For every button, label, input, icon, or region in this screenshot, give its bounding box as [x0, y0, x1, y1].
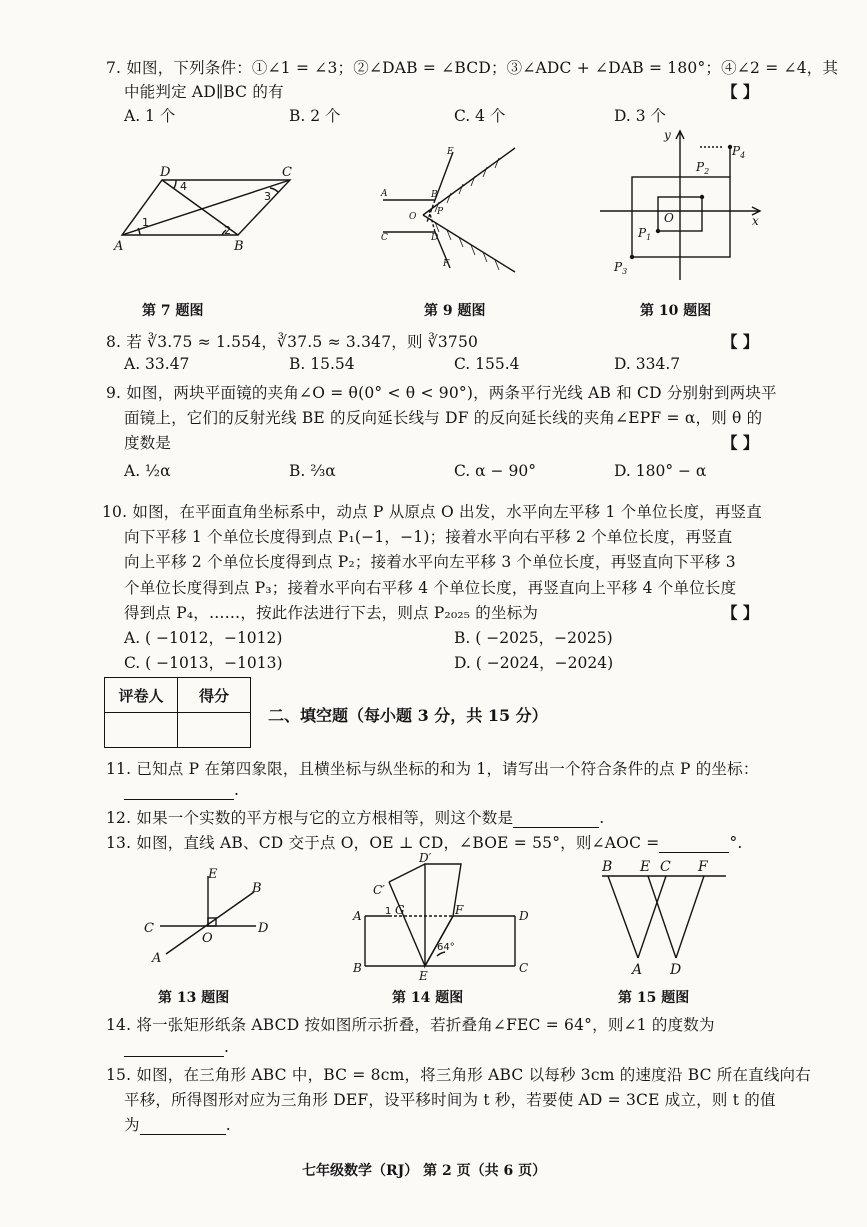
fig7-angle-1: 1 — [142, 216, 149, 229]
fig14-caption: 第 14 题图 — [392, 990, 464, 1006]
q10-option-a: A. ( −1012，−1012) — [124, 629, 283, 647]
q11-line1: 11. 已知点 P 在第四象限，且横坐标与纵坐标的和为 1，请写出一个符合条件的点 P 的坐标： — [106, 760, 759, 778]
q10-line4: 个单位长度得到点 P₃；接着水平向右平移 4 个单位长度，再竖直向上平移 4 个单位长度 — [124, 579, 737, 597]
fig7-label-b: B — [234, 239, 244, 254]
fig14-label-d-prime: D′ — [419, 851, 432, 865]
fig10-label-p2: $P_2$ — [696, 160, 710, 176]
fig10-label-y: y — [664, 128, 671, 142]
q7-option-c: C. 4 个 — [454, 107, 506, 125]
q13-text: 13. 如图，直线 AB、CD 交于点 O，OE ⊥ CD，∠BOE = 55°，则∠AOC = °. — [106, 834, 743, 852]
fig10-point-p2 — [700, 195, 704, 199]
figure-10 — [600, 125, 770, 280]
q9-option-a: A. ½α — [124, 462, 171, 480]
q10-option-b: B. ( −2025，−2025) — [454, 629, 613, 647]
score-table-grader-cell — [105, 713, 178, 748]
fig7-caption: 第 7 题图 — [142, 303, 204, 319]
q7-option-b: B. 2 个 — [289, 107, 341, 125]
q15-line2: 平移，所得图形对应为三角形 DEF，设平移时间为 t 秒，若要使 AD = 3CE 成立，则 t 的值 — [124, 1091, 776, 1109]
fig10-caption: 第 10 题图 — [640, 303, 712, 319]
fig14-label-c-prime: C′ — [373, 883, 385, 897]
q10-line2: 向下平移 1 个单位长度得到点 P₁(−1，−1)；接着水平向右平移 2 个单位长度，再竖直 — [124, 528, 733, 546]
fig9-label-c: C — [381, 233, 388, 243]
fig9-label-f: F — [443, 259, 450, 269]
fig7-label-d: D — [160, 165, 171, 180]
fig13-caption: 第 13 题图 — [158, 990, 230, 1006]
figure-13 — [140, 862, 280, 972]
fig13-label-b: B — [252, 881, 262, 896]
fig14-label-d: D — [519, 909, 529, 923]
figure-15 — [598, 856, 733, 981]
q10-line3: 向上平移 2 个单位长度得到点 P₂；接着水平向左平移 3 个单位长度，再竖直向下平移 3 — [124, 553, 736, 571]
score-table-score-cell — [178, 713, 251, 748]
fig13-label-d: D — [258, 921, 269, 936]
q9-option-b: B. ⅔α — [289, 462, 336, 480]
fig10-label-p1: $P_1$ — [638, 226, 652, 242]
fig9-label-d: D — [431, 233, 439, 243]
fig14-label-b: B — [353, 961, 362, 975]
fig15-label-e: E — [640, 859, 651, 875]
q8-option-a: A. 33.47 — [124, 355, 190, 373]
q10-answer-bracket: 【 】 — [722, 603, 759, 622]
fig10-point-p3 — [630, 255, 634, 259]
fig14-label-a: A — [353, 909, 362, 923]
fig9-label-a: A — [381, 189, 388, 199]
q12-text: 12. 如果一个实数的平方根与它的立方根相等，则这个数是 . — [106, 809, 605, 827]
fig13-label-a: A — [152, 951, 162, 966]
section2-title: 二、填空题（每小题 3 分，共 15 分） — [268, 706, 548, 725]
figure-9 — [375, 140, 525, 280]
q10-line5: 得到点 P₄，……，按此作法进行下去，则点 P₂₀₂₅ 的坐标为 — [124, 604, 539, 622]
q9-option-c: C. α − 90° — [454, 462, 536, 480]
fig9-caption: 第 9 题图 — [424, 303, 486, 319]
fig7-label-a: A — [114, 239, 124, 254]
q13-answer-blank[interactable] — [659, 834, 729, 853]
page-footer: 七年级数学（RJ） 第 2 页（共 6 页） — [302, 1163, 547, 1179]
fig14-label-c: C — [519, 961, 529, 975]
fig9-label-o: O — [409, 212, 417, 222]
fig15-label-b: B — [602, 859, 613, 875]
q14-line1: 14. 将一张矩形纸条 ABCD 按如图所示折叠，若折叠角∠FEC = 64°，则∠1 的度数为 — [106, 1016, 715, 1034]
q11-answer-blank[interactable] — [124, 781, 234, 800]
fig15-label-f: F — [698, 859, 708, 875]
fig10-label-x: x — [752, 214, 759, 228]
fig10-label-p4: $P_4$ — [732, 144, 746, 160]
q8-answer-bracket: 【 】 — [722, 332, 759, 351]
q7-line2: 中能判定 AD∥BC 的有 — [124, 83, 284, 101]
q14-answer-blank[interactable] — [124, 1038, 224, 1057]
fig13-label-o: O — [202, 931, 213, 946]
fig9-label-e: E — [447, 147, 454, 157]
fig10-label-o: O — [664, 211, 674, 225]
q7-answer-bracket: 【 】 — [722, 82, 759, 101]
score-table — [104, 677, 251, 748]
q15-line3: 为 . — [124, 1116, 231, 1134]
q8-option-c: C. 155.4 — [454, 355, 520, 373]
fig13-label-e: E — [208, 867, 218, 882]
q8-option-d: D. 334.7 — [614, 355, 681, 373]
q7-option-d: D. 3 个 — [614, 107, 667, 125]
fig10-point-p1 — [656, 229, 660, 233]
q7-line1: 7. 如图，下列条件：①∠1 = ∠3；②∠DAB = ∠BCD；③∠ADC + ∠DAB = 180°；④∠2 = ∠4，其 — [106, 59, 839, 77]
q9-answer-bracket: 【 】 — [722, 433, 759, 452]
fig13-label-c: C — [144, 921, 154, 936]
q11-answer-line: . — [124, 781, 239, 800]
fig7-angle-4: 4 — [180, 180, 187, 193]
q10-option-d: D. ( −2024，−2024) — [454, 654, 614, 672]
fig7-label-c: C — [282, 165, 292, 180]
fig14-angle-1: 1 — [385, 906, 392, 917]
fig14-label-f: F — [455, 903, 464, 917]
q12-answer-blank[interactable] — [513, 809, 599, 828]
figure-7 — [110, 160, 310, 260]
fig15-label-c: C — [660, 859, 671, 875]
fig14-label-g: G — [395, 903, 405, 917]
q10-line1: 10. 如图，在平面直角坐标系中，动点 P 从原点 O 出发，水平向左平移 1 个单位长度，再竖直 — [102, 503, 762, 521]
score-table-grader-label: 评卷人 — [105, 678, 178, 713]
figure-14 — [345, 848, 535, 983]
fig15-label-d: D — [670, 962, 682, 978]
q7-option-a: A. 1 个 — [124, 107, 176, 125]
q9-option-d: D. 180° − α — [614, 462, 707, 480]
fig7-angle-3: 3 — [264, 190, 271, 203]
fig14-label-e: E — [419, 969, 428, 983]
q9-line3: 度数是 — [124, 434, 172, 452]
fig15-label-a: A — [632, 962, 643, 978]
fig7-angle-2: 2 — [224, 224, 231, 237]
fig9-label-p: P — [437, 207, 444, 217]
fig10-label-p3: $P_3$ — [614, 260, 628, 276]
q8-text: 8. 若 ∛3.75 ≈ 1.554，∛37.5 ≈ 3.347，则 ∛3750 — [106, 333, 479, 351]
q9-line2: 面镜上，它们的反射光线 BE 的反向延长线与 DF 的反向延长线的夹角∠EPF = α，则 θ 的 — [124, 409, 763, 427]
fig14-angle-64: 64° — [437, 942, 455, 953]
q9-line1: 9. 如图，两块平面镜的夹角∠O = θ(0° < θ < 90°)，两条平行光线 AB 和 CD 分别射到两块平 — [106, 384, 777, 402]
q10-option-c: C. ( −1013，−1013) — [124, 654, 283, 672]
q15-line1: 15. 如图，在三角形 ABC 中，BC = 8cm，将三角形 ABC 以每秒 3cm 的速度沿 BC 所在直线向右 — [106, 1066, 811, 1084]
fig15-caption: 第 15 题图 — [618, 990, 690, 1006]
q14-answer-line: . — [124, 1038, 229, 1057]
score-table-score-label: 得分 — [178, 678, 251, 713]
q8-option-b: B. 15.54 — [289, 355, 355, 373]
q15-answer-blank[interactable] — [140, 1116, 226, 1135]
fig9-label-b: B — [431, 190, 438, 200]
